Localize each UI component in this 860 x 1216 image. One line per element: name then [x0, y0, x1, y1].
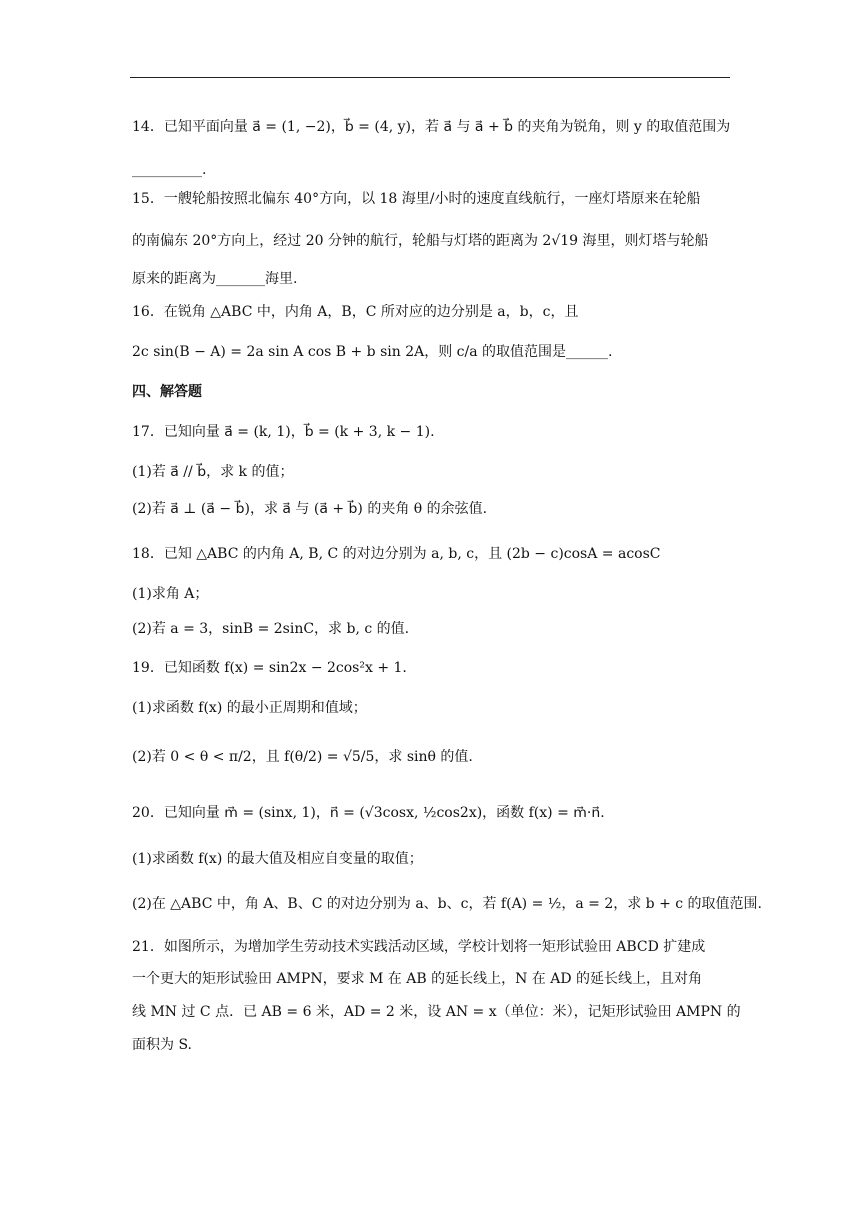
q20-part-1: (1)求函数 f(x) 的最大值及相应自变量的取值；	[132, 851, 423, 867]
q20-stem: 20．已知向量 m⃗ = (sinx, 1)，n⃗ = (√3cosx, ½cos2x)，函数 f(x) = m⃗·n⃗.	[132, 805, 605, 821]
section-heading: 四、解答题	[132, 384, 202, 400]
q19-part-2: (2)若 0 < θ < π/2，且 f(θ/2) = √5/5，求 sinθ 的值.	[132, 749, 473, 765]
q18-stem: 18．已知 △ABC 的内角 A, B, C 的对边分别为 a, b, c，且 (2b − c)cosA = acosC	[132, 546, 661, 562]
q17-stem: 17．已知向量 a⃗ = (k, 1)，b⃗ = (k + 3, k − 1).	[132, 424, 435, 440]
q21-line-2: 一个更大的矩形试验田 AMPN，要求 M 在 AB 的延长线上，N 在 AD 的延长线上，且对角	[132, 971, 703, 987]
q17-part-2: (2)若 a⃗ ⊥ (a⃗ − b⃗)，求 a⃗ 与 (a⃗ + b⃗) 的夹角 θ 的余弦值.	[132, 501, 488, 517]
q21-line-3: 线 MN 过 C 点．已 AB = 6 米，AD = 2 米，设 AN = x（单位：米），记矩形试验田 AMPN 的	[132, 1004, 741, 1020]
q18-part-2: (2)若 a = 3，sinB = 2sinC，求 b, c 的值.	[132, 621, 410, 637]
q21-line-4: 面积为 S.	[132, 1037, 192, 1053]
header-rule	[130, 77, 730, 78]
q16-line-1: 16．在锐角 △ABC 中，内角 A，B，C 所对应的边分别是 a，b，c，且	[132, 304, 579, 320]
q14-line-1: 14．已知平面向量 a⃗ = (1, −2)，b⃗ = (4, y)，若 a⃗ 与 a⃗ + b⃗ 的夹角为锐角，则 y 的取值范围为	[132, 119, 731, 135]
q20-part-2: (2)在 △ABC 中，角 A、B、C 的对边分别为 a、b、c，若 f(A) = ½，a = 2，求 b + c 的取值范围.	[132, 896, 763, 912]
q18-part-1: (1)求角 A；	[132, 586, 209, 602]
q15-line-3: 原来的距离为_______海里.	[132, 271, 298, 287]
q14-line-2: __________.	[132, 162, 207, 178]
q15-line-1: 15．一艘轮船按照北偏东 40°方向，以 18 海里/小时的速度直线航行，一座灯塔原来在轮船	[132, 191, 701, 207]
q16-line-2: 2c sin(B − A) = 2a sin A cos B + b sin 2A，则 c/a 的取值范围是______.	[132, 344, 613, 360]
q15-line-2: 的南偏东 20°方向上，经过 20 分钟的航行，轮船与灯塔的距离为 2√19 海里，则灯塔与轮船	[132, 233, 709, 249]
q21-line-1: 21．如图所示，为增加学生劳动技术实践活动区域，学校计划将一矩形试验田 ABCD 扩建成	[132, 939, 706, 955]
q19-stem: 19．已知函数 f(x) = sin2x − 2cos²x + 1.	[132, 660, 407, 676]
q19-part-1: (1)求函数 f(x) 的最小正周期和值域；	[132, 700, 367, 716]
q17-part-1: (1)若 a⃗ // b⃗，求 k 的值；	[132, 464, 294, 480]
